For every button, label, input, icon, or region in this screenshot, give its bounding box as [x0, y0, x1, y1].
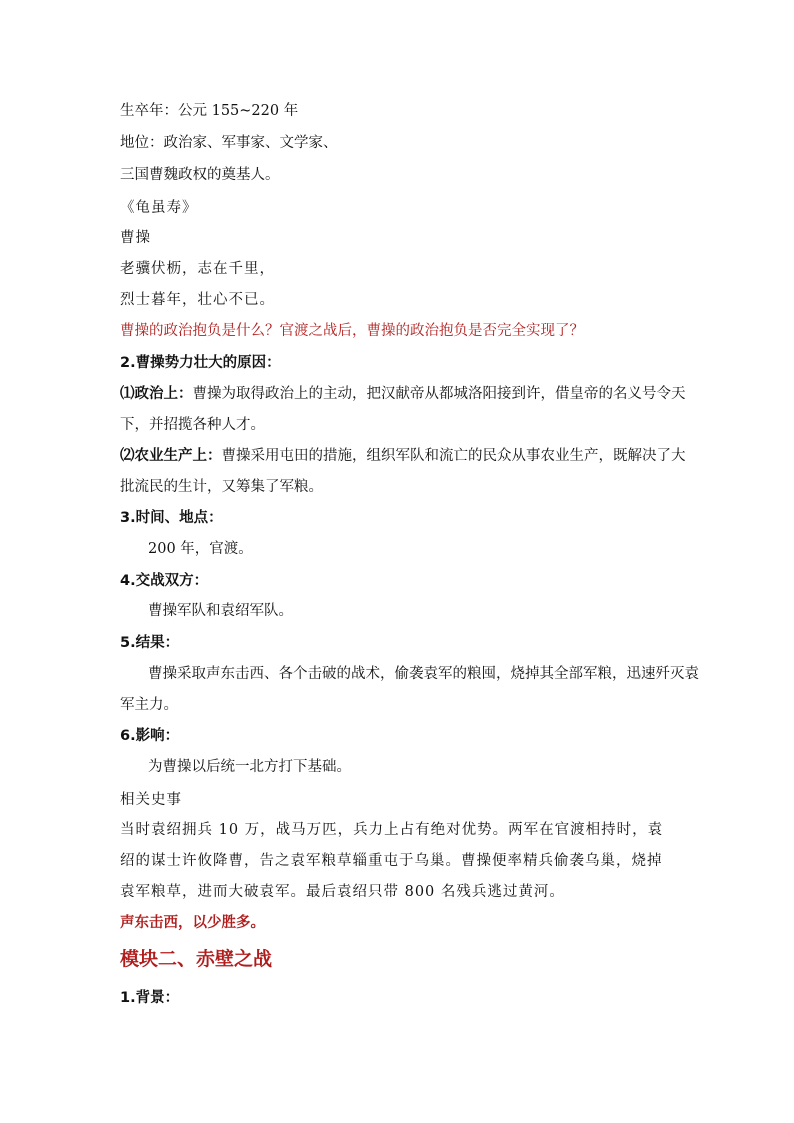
agriculture-label: ⑵农业生产上： [120, 448, 222, 464]
status-line-2: 三国曹魏政权的奠基人。 [120, 167, 280, 183]
module-2-section-1-heading: 1.背景： [120, 990, 180, 1006]
section-2-para-1-line-1 [120, 384, 686, 404]
module-2-title: 模块二、赤壁之战 [120, 948, 273, 970]
section-2-para-2-line-2: 批流民的生计，又筹集了军粮。 [120, 479, 323, 495]
section-2-para-2-line-1 [120, 446, 686, 466]
question-text: 曹操的政治抱负是什么？官渡之战后，曹操的政治抱负是否完全实现了？ [120, 323, 584, 339]
poem-line-1: 老骥伏枥，志在千里， [120, 261, 275, 277]
section-5-heading: 5.结果： [120, 635, 180, 651]
section-4-heading: 4.交战双方： [120, 573, 209, 589]
political-text: 曹操为取得政治上的主动，把汉献帝从都城洛阳接到许，借皇帝的名义号令天 [192, 386, 686, 402]
story-line-2: 绍的谋士许攸降曹，告之袁军粮草辎重屯于乌巢。曹操便率精兵偷袭乌巢，烧掉 [120, 853, 663, 869]
section-3-body: 200 年，官渡。 [148, 541, 253, 557]
section-6-heading: 6.影响： [120, 728, 180, 744]
birth-death-years: 生卒年：公元 155~220 年 [120, 103, 299, 119]
summary-text: 声东击西，以少胜多。 [120, 915, 265, 931]
section-6-body: 为曹操以后统一北方打下基础。 [148, 759, 351, 775]
story-line-1: 当时袁绍拥兵 10 万，战马万匹，兵力上占有绝对优势。两军在官渡相持时，袁 [120, 822, 664, 838]
political-label: ⑴政治上： [120, 386, 193, 402]
poem-line-2: 烈士暮年，壮心不已。 [120, 292, 275, 308]
section-2-para-1-line-2: 下，并招揽各种人才。 [120, 417, 265, 433]
status-line-1: 地位：政治家、军事家、文学家、 [120, 135, 338, 151]
story-title: 相关史事 [120, 792, 182, 808]
poem-author: 曹操 [120, 230, 151, 246]
agriculture-text: 曹操采用屯田的措施，组织军队和流亡的民众从事农业生产，既解决了大 [221, 448, 686, 464]
section-4-body: 曹操军队和袁绍军队。 [148, 603, 293, 619]
story-line-3: 袁军粮草，进而大破袁军。最后袁绍只带 800 名残兵逃过黄河。 [120, 884, 565, 900]
section-2-heading: 2.曹操势力壮大的原因： [120, 355, 281, 371]
poem-title: 《龟虽寿》 [120, 200, 198, 216]
section-3-heading: 3.时间、地点： [120, 510, 223, 526]
section-5-line-1: 曹操采取声东击西、各个击破的战术，偷袭袁军的粮囤，烧掉其全部军粮，迅速歼灭袁 [148, 666, 699, 682]
section-5-line-2: 军主力。 [120, 697, 178, 713]
